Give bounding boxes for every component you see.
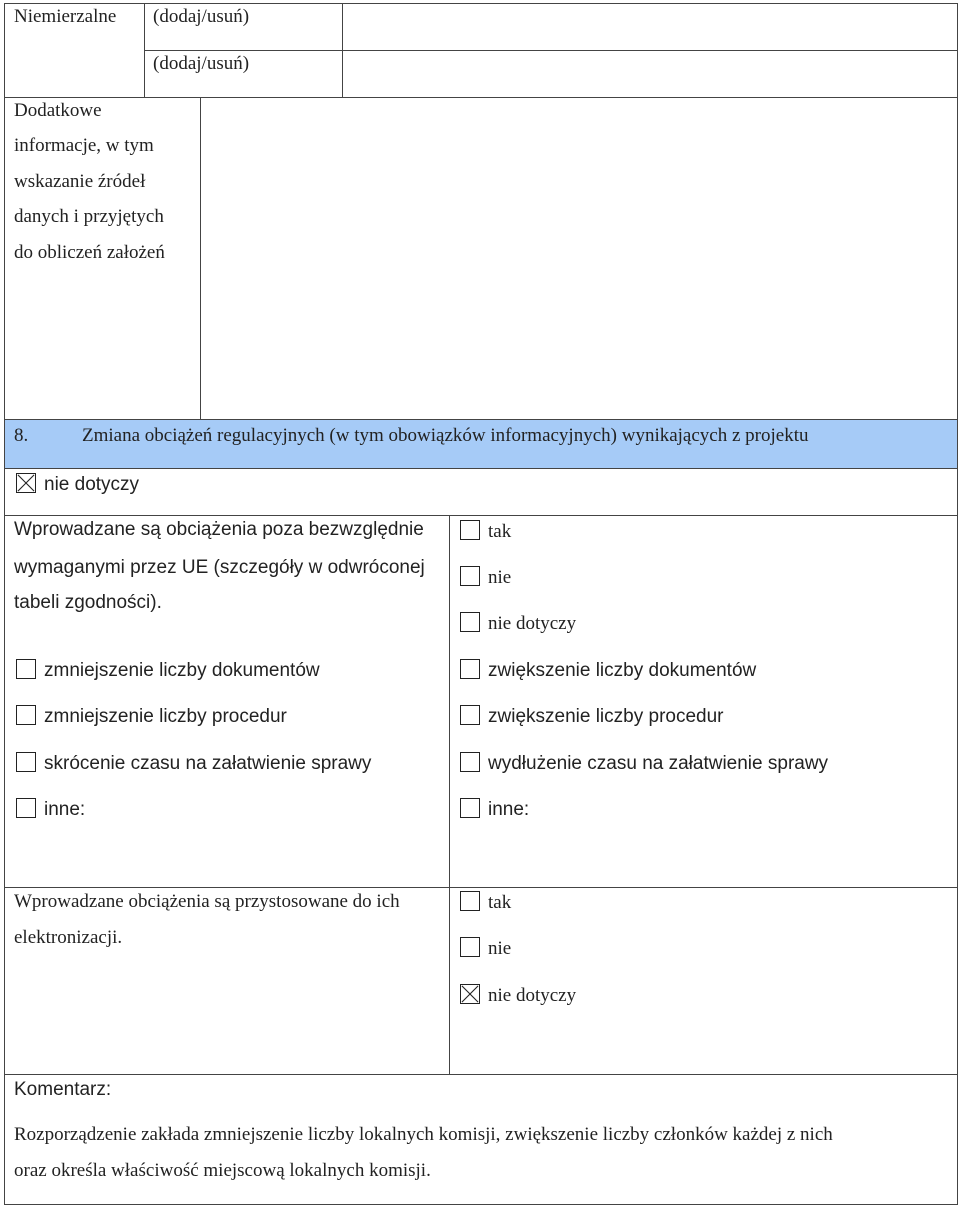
- rule: [4, 3, 5, 1205]
- checkbox[interactable]: [16, 798, 36, 818]
- option-label: zmniejszenie liczby procedur: [44, 706, 287, 727]
- rule: [342, 3, 343, 98]
- checkbox[interactable]: [460, 520, 480, 540]
- additional-info-field[interactable]: [201, 98, 957, 419]
- option-label: nie dotyczy: [488, 613, 577, 634]
- checkbox[interactable]: [460, 752, 480, 772]
- rule: [4, 3, 958, 4]
- question-text: tabeli zgodności).: [14, 592, 162, 613]
- option-label: zmniejszenie liczby dokumentów: [44, 660, 320, 681]
- additional-info-label: informacje, w tym: [14, 135, 154, 156]
- row-label-niemierzalne: Niemierzalne: [14, 6, 117, 27]
- question-text: elektronizacji.: [14, 927, 123, 948]
- checkbox[interactable]: [460, 659, 480, 679]
- option-label: tak: [488, 521, 512, 542]
- checkbox[interactable]: [460, 984, 480, 1004]
- additional-info-label: do obliczeń założeń: [14, 242, 165, 263]
- comment-text: Rozporządzenie zakłada zmniejszenie liczby lokalnych komisji, zwiększenie liczby członków każdej z nich: [14, 1124, 833, 1145]
- checkbox[interactable]: [16, 473, 36, 493]
- option-label: zwiększenie liczby dokumentów: [488, 660, 757, 681]
- rule: [144, 50, 958, 51]
- additional-info-label: wskazanie źródeł: [14, 171, 146, 192]
- section-title: Zmiana obciążeń regulacyjnych (w tym obowiązków informacyjnych) wynikających z projektu: [82, 425, 809, 446]
- question-text: wymaganymi przez UE (szczegóły w odwróconej: [14, 557, 425, 578]
- checkbox[interactable]: [16, 752, 36, 772]
- rule: [957, 3, 958, 1205]
- rule: [4, 1074, 958, 1075]
- checkbox-x-mark: [17, 474, 35, 492]
- option-label: zwiększenie liczby procedur: [488, 706, 724, 727]
- option-label: nie: [488, 567, 512, 588]
- option-label: wydłużenie czasu na załatwienie sprawy: [488, 753, 829, 774]
- comment-label: Komentarz:: [14, 1079, 112, 1100]
- option-label: inne:: [488, 799, 530, 820]
- checkbox[interactable]: [460, 612, 480, 632]
- question-text: Wprowadzane są obciążenia poza bezwzględnie: [14, 519, 424, 540]
- option-label: tak: [488, 892, 512, 913]
- checkbox[interactable]: [460, 937, 480, 957]
- section-number: 8.: [14, 425, 29, 446]
- checkbox[interactable]: [460, 891, 480, 911]
- checkbox[interactable]: [460, 798, 480, 818]
- checkbox[interactable]: [460, 705, 480, 725]
- rule: [4, 468, 958, 469]
- rule: [4, 1204, 958, 1205]
- checkbox[interactable]: [16, 705, 36, 725]
- add-remove-link[interactable]: (dodaj/usuń): [153, 6, 250, 27]
- additional-info-label: Dodatkowe: [14, 100, 102, 121]
- add-remove-link[interactable]: (dodaj/usuń): [153, 53, 250, 74]
- rule: [144, 3, 145, 98]
- option-label: nie: [488, 938, 512, 959]
- option-label: inne:: [44, 799, 86, 820]
- rule: [449, 515, 450, 1075]
- checkbox[interactable]: [16, 659, 36, 679]
- checkbox[interactable]: [460, 566, 480, 586]
- checkbox-x-mark: [461, 985, 479, 1003]
- comment-text: oraz określa właściwość miejscową lokalnych komisji.: [14, 1160, 431, 1181]
- option-label: nie dotyczy: [488, 985, 577, 1006]
- additional-info-label: danych i przyjętych: [14, 206, 164, 227]
- question-text: Wprowadzane obciążenia są przystosowane do ich: [14, 891, 400, 912]
- option-label: nie dotyczy: [44, 474, 140, 495]
- option-label: skrócenie czasu na załatwienie sprawy: [44, 753, 372, 774]
